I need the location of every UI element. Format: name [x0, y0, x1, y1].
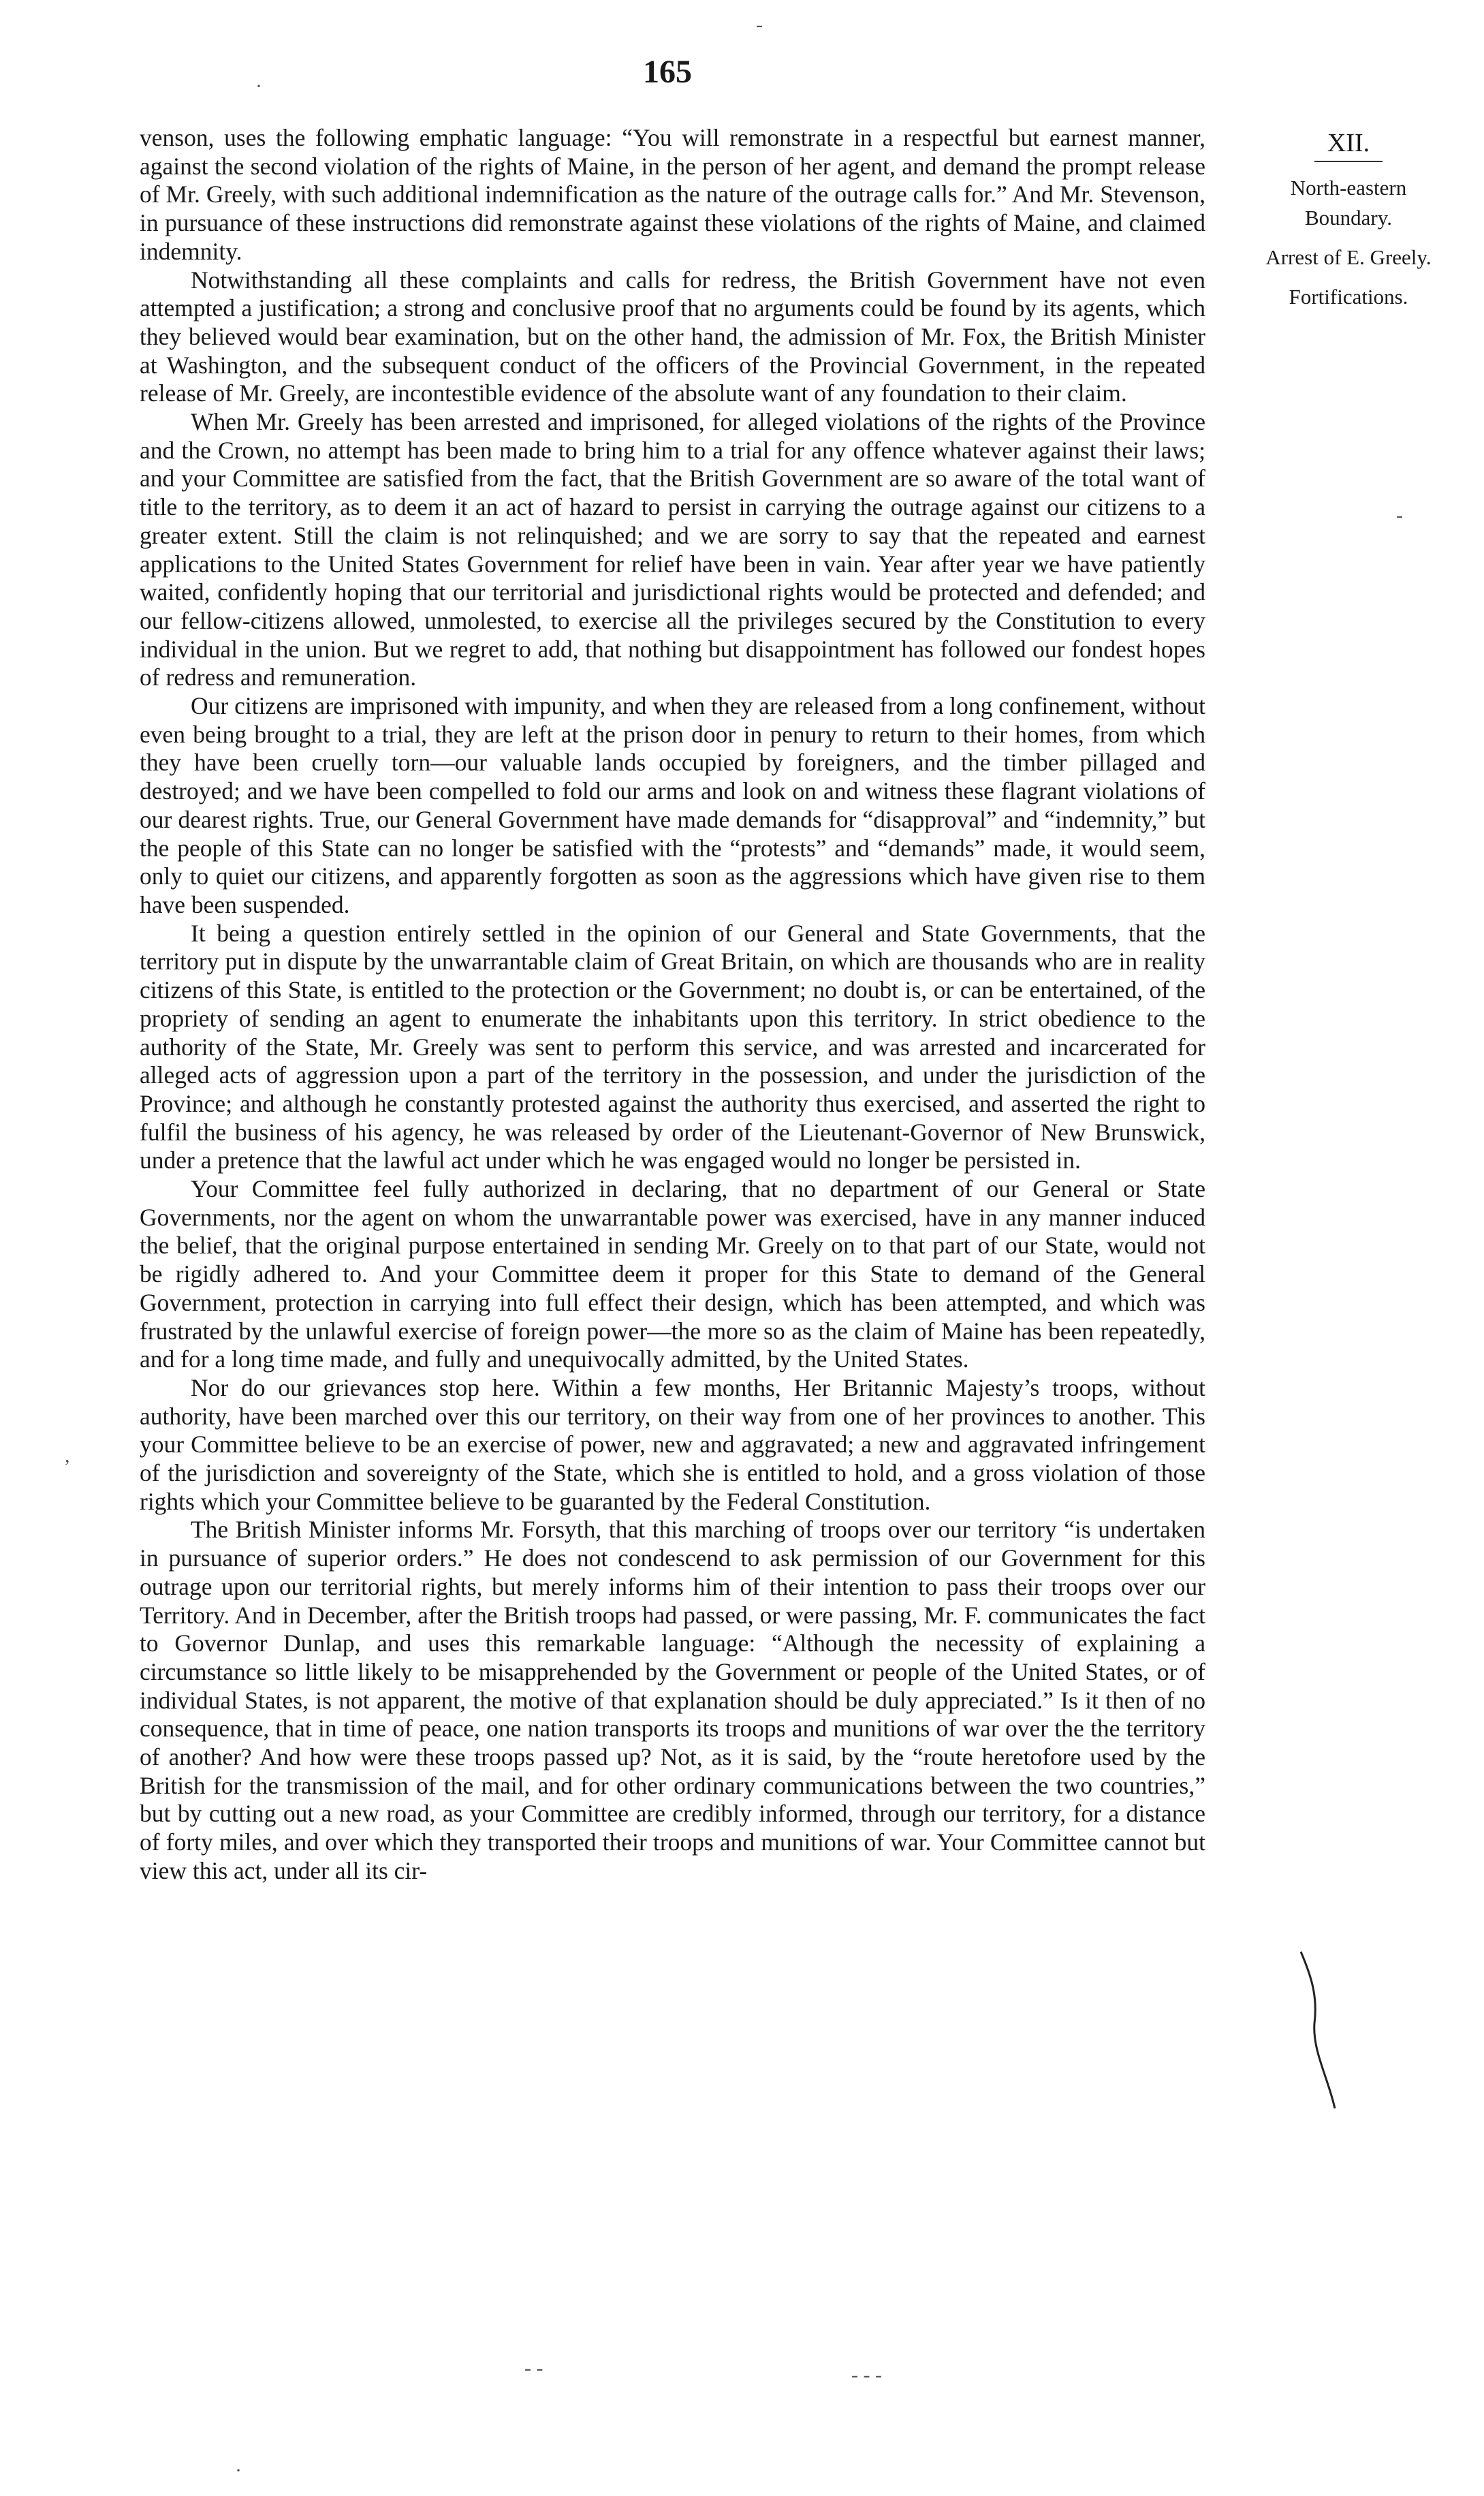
stray-mark: - - - — [851, 2364, 882, 2386]
handwritten-bracket-mark — [1297, 1948, 1338, 2112]
margin-notes — [1236, 129, 1461, 313]
paragraph: Notwithstanding all these complaints and calls for redress, the British Government have not even attempted a justification; a strong and conclusive proof that no arguments could be found by its agents, which they believed would bear examination, but on the other hand, the admission of Mr. Fox, the British Minister at Washington, and the subsequent conduct of the officers of the Provincial Government, in the repeated release of Mr. Greely, are incontestible evidence of the absolute want of any foundation to their claim. — [140, 266, 1205, 407]
margin-note: Arrest of E. Greely. — [1265, 245, 1432, 269]
margin-note: North-eastern — [1290, 176, 1407, 200]
paragraph: Our citizens are imprisoned with impunity, and when they are released from a long confinement, without even being brought to a trial, they are left at the prison door in penury to return to their homes, from which they have been cruelly torn—our valuable lands occupied by foreigners, and the timber pillaged and destroyed; and we have been compelled to fold our arms and look on and witness these flagrant violations of our dearest rights. True, our General Government have made demands for “disapproval” and “indemnity,” but the people of this State can no longer be satisfied with the “protests” and “demands” made, it would seem, only to quiet our citizens, and apparently forgotten as soon as the aggressions which have given rise to them have been suspended. — [140, 692, 1205, 918]
paragraph: When Mr. Greely has been arrested and imprisoned, for alleged violations of the rights of the Province and the Crown, no attempt has been made to bring him to a trial for any offence whatever against their laws; and your Committee are satisfied from the fact, that the British Government are so aware of the total want of title to the territory, as to deem it an act of hazard to persist in carrying the outrage against our citizens to a greater extent. Still the claim is not relinquished; and we are sorry to say that the repeated and earnest applications to the United States Government for relief have been in vain. Year after year we have patiently waited, confidently hoping that our territorial and jurisdictional rights would be protected and defended; and our fellow-citizens allowed, unmolested, to exercise all the privileges secured by the Constitution to every individual in the union. But we regret to add, that nothing but disappointment has followed our fondest hopes of redress and remuneration. — [140, 408, 1205, 691]
stray-mark: · — [255, 75, 262, 97]
divider — [1314, 161, 1383, 162]
stray-mark: · — [235, 2459, 242, 2482]
stray-mark: - — [1396, 504, 1403, 527]
paragraph: Nor do our grievances stop here. Within a few months, Her Britannic Majesty’s troops, without authority, have been marched over this our territory, on their way from one of her provinces to another. This your Committee believe to be an exercise of power, new and aggravated; a new and aggravated infringement of the jurisdiction and sovereignty of the State, which she is entitled to hold, and a gross violation of those rights which your Committee believe to be guaranted by the Federal Constitution. — [140, 1373, 1205, 1515]
stray-mark: - — [756, 14, 763, 36]
paragraph: It being a question entirely settled in the opinion of our General and State Governments, that the territory put in dispute by the unwarrantable claim of Great Britain, on which are thousands who are in reality citizens of this State, is entitled to the protection or the Government; no doubt is, or can be entertained, of the propriety of sending an agent to enumerate the inhabitants upon this territory. In strict obedience to the authority of the State, Mr. Greely was sent to perform this service, and was arrested and incarcerated for alleged acts of aggression upon a part of the territory in the possession, and under the jurisdiction of the Province; and although he constantly protested against the authority thus exercised, and asserted the right to fulfil the business of his agency, he was released by order of the Lieutenant-Governor of New Brunswick, under a pretence that the lawful act under which he was engaged would no longer be persisted in. — [140, 919, 1205, 1174]
stray-mark: , — [65, 1444, 70, 1467]
chapter-number: XII. — [1327, 129, 1370, 157]
body-text — [140, 124, 1205, 1886]
paragraph: venson, uses the following emphatic language: “You will remonstrate in a respectful but earnest manner, against the second violation of the rights of Maine, in the person of her agent, and demand the prompt release of Mr. Greely, with such additional indemnification as the nature of the outrage calls for.” And Mr. Stevenson, in pursuance of these instructions did remonstrate against these violations of the rights of Maine, and claimed indemnity. — [140, 124, 1205, 265]
stray-mark: - - — [524, 2357, 543, 2380]
page-number: 165 — [643, 54, 692, 90]
margin-note: Fortifications. — [1289, 285, 1408, 309]
paragraph: The British Minister informs Mr. Forsyth, that this marching of troops over our territory “is undertaken in pursuance of superior orders.” He does not condescend to ask permission of our Government for this outrage upon our territorial rights, but merely informs him of their intention to pass their troops over our Territory. And in December, after the British troops had passed, or were passing, Mr. F. communicates the fact to Governor Dunlap, and uses this remarkable language: “Although the necessity of explaining a circumstance so little likely to be misapprehended by the Government or people of the United States, or of individual States, is not apparent, the motive of that explanation should be duly appreciated.” Is it then of no consequence, that in time of peace, one nation transports its troops and munitions of war over the the territory of another? And how were these troops passed up? Not, as it is said, by the “route heretofore used by the British for the transmission of the mail, and for other ordinary communications between the two countries,” but by cutting out a new road, as your Committee are credibly informed, through our territory, for a distance of forty miles, and over which they transported their troops and munitions of war. Your Committee cannot but view this act, under all its cir- — [140, 1516, 1205, 1884]
paragraph: Your Committee feel fully authorized in declaring, that no department of our General or State Governments, nor the agent on whom the unwarrantable power was exercised, have in any manner induced the belief, that the original purpose entertained in sending Mr. Greely on to that part of our State, would not be rigidly adhered to. And your Committee deem it proper for this State to demand of the General Government, protection in carrying into full effect their design, which has been attempted, and which was frustrated by the unlawful exercise of foreign power—the more so as the claim of Maine has been repeatedly, and for a long time made, and fully and unequivocally admitted, by the United States. — [140, 1175, 1205, 1373]
margin-note: Boundary. — [1305, 206, 1392, 230]
